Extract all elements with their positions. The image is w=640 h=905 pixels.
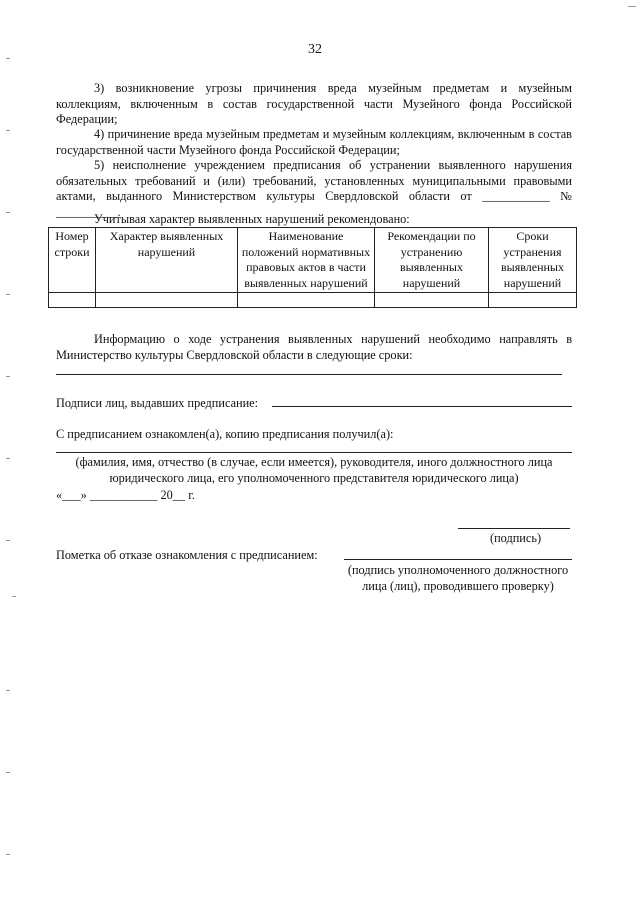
signatures-label: Подписи лиц, выдавших предписание:	[56, 396, 259, 410]
acquainted-label: С предписанием ознакомлен(а), копию предписания получил(а):	[56, 427, 394, 441]
scan-mark	[6, 854, 10, 855]
scan-mark	[6, 540, 10, 541]
header-legal-acts: Наименование положений нормативных правовых актов в части выявленных нарушений	[238, 228, 375, 293]
scan-mark	[6, 458, 10, 459]
header-recommendations: Рекомендации по устранению выявленных нарушений	[375, 228, 489, 293]
scan-mark	[6, 294, 10, 295]
table-cell[interactable]	[49, 293, 96, 308]
violations-table	[48, 227, 577, 308]
scan-mark	[6, 690, 10, 691]
table-cell[interactable]	[489, 293, 577, 308]
scan-mark	[628, 6, 636, 7]
deadline-line[interactable]	[56, 374, 562, 375]
header-violation-nature: Характер выявленных нарушений	[96, 228, 238, 293]
info-text: Информацию о ходе устранения выявленных нарушений необходимо направлять в Министерство культуры Свердловской области в следующие сроки:	[56, 332, 572, 362]
signature-caption: (подпись)	[490, 531, 542, 545]
scan-mark	[12, 596, 16, 597]
table-cell[interactable]	[375, 293, 489, 308]
signature-line[interactable]	[458, 528, 570, 529]
header-row-number: Номер строки	[49, 228, 96, 293]
table-row	[49, 293, 577, 308]
refusal-caption: (подпись уполномоченного должностного лица (лиц), проводившего проверку)	[347, 563, 569, 593]
scan-mark	[6, 130, 10, 131]
scan-mark	[6, 58, 10, 59]
refusal-label: Пометка об отказе ознакомления с предписанием:	[56, 548, 318, 562]
signatures-line[interactable]	[272, 406, 572, 407]
item-5: 5) неисполнение учреждением предписания об устранении выявленного нарушения обязательных требований и (или) требований, установленных муниципальными правовыми актами, выданного Министерством культуры Свердловской области от ___________ № __________.	[56, 158, 572, 219]
acquainted-line[interactable]	[56, 452, 572, 453]
item-4: 4) причинение вреда музейным предметам и музейным коллекциям, включенным в состав государственной части Музейного фонда Российской Федерации;	[56, 127, 572, 157]
scan-mark	[6, 376, 10, 377]
scan-mark	[6, 772, 10, 773]
item-3: 3) возникновение угрозы причинения вреда музейным предметам и музейным коллекциям, включенным в состав государственной части Музейного фонда Российской Федерации;	[56, 81, 572, 126]
refusal-line[interactable]	[344, 559, 572, 560]
fio-caption: (фамилия, имя, отчество (в случае, если имеется), руководителя, иного должностного лица юридического лица, его уполномоченного представителя юридического лица)	[75, 455, 553, 485]
recommendation-intro: Учитывая характер выявленных нарушений рекомендовано:	[94, 212, 410, 226]
header-deadlines: Сроки устранения выявленных нарушений	[489, 228, 577, 293]
date-line[interactable]: «___» ___________ 20__ г.	[56, 488, 195, 502]
table-cell[interactable]	[96, 293, 238, 308]
page-number: 32	[308, 42, 322, 57]
table-cell[interactable]	[238, 293, 375, 308]
table-header-row	[49, 228, 577, 293]
scan-mark	[6, 212, 10, 213]
